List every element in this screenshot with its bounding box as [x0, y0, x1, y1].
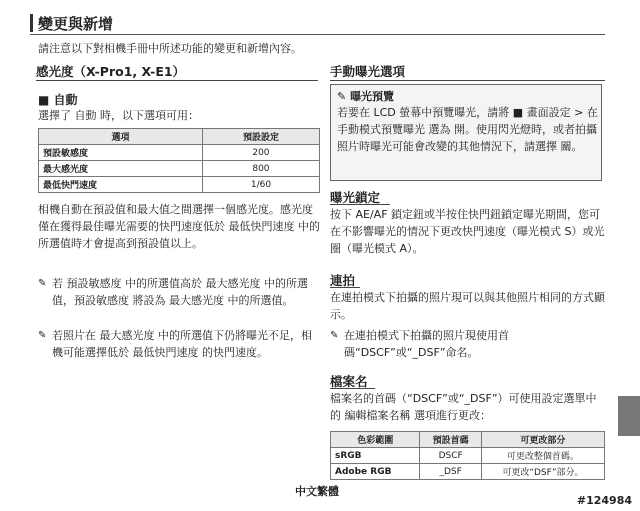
iso-paragraph: 相機自動在預設值和最大值之間選擇一個感光度。感光度僅在獲得最佳曝光需要的快門速度低於 最低快門速度 中的所選值時才會提高到預設值以上。: [38, 203, 320, 250]
table-header: 預設設定: [202, 129, 319, 145]
note-item: [38, 275, 320, 309]
pencil-icon: ✎: [337, 90, 347, 103]
title-marker: [30, 14, 33, 32]
table-cell: _DSF: [420, 464, 481, 480]
table-cell: 800: [202, 161, 319, 177]
note-item: [330, 327, 606, 361]
table-cell: 最大感光度: [39, 161, 203, 177]
ae-lock-body: 按下 AE/AF 鎖定鈕或半按住快門鈕鎖定曝光期間，您可在不影響曝光的情況下更改快門速度（曝光模式 S）或光圈（曝光模式 A）。: [330, 208, 605, 255]
page-title: 變更與新增: [38, 15, 114, 33]
burst-body: 在連拍模式下拍攝的照片現可以與其他照片相同的方式顯示。: [330, 291, 605, 321]
filename-table: [330, 431, 605, 480]
table-header: 選項: [39, 129, 203, 145]
table-cell: 1/60: [202, 177, 319, 193]
manual-exposure-heading: 手動曝光選項: [330, 62, 605, 81]
filename-body: 檔案名的首碼（“DSCF”或“_DSF”）可使用設定選單中的 編輯檔案名稱 選項進行更改：: [330, 392, 597, 422]
filename-heading: 檔案名: [330, 372, 375, 389]
document-code: #124984: [576, 494, 632, 507]
box-title-text: 曝光預覽: [350, 90, 395, 103]
ae-lock-heading: 曝光鎖定: [330, 188, 390, 205]
note-text: 在連拍模式下拍攝的照片現使用首碼“DSCF”或“_DSF”命名。: [344, 329, 509, 359]
iso-heading: 感光度（X-Pro1, X-E1）: [36, 62, 318, 81]
auto-title: ■ 自動: [38, 93, 78, 107]
page-title-bar: [30, 12, 605, 35]
note-icon: ✎: [330, 330, 339, 341]
page-edge-tab: [618, 396, 640, 436]
auto-desc: 選擇了 自動 時，以下選項可用：: [38, 109, 199, 122]
table-cell: 可更改“DSF”部分。: [481, 464, 604, 480]
note-item: [38, 327, 320, 361]
note-icon: ✎: [38, 330, 47, 341]
table-header: 色彩範圍: [331, 432, 420, 448]
note-text: 若照片在 最大感光度 中的所選值下仍將曝光不足，相機可能選擇低於 最低快門速度 的快門速度。: [52, 329, 312, 359]
table-header: 可更改部分: [481, 432, 604, 448]
footer-language: 中文繁體: [295, 485, 339, 498]
table-cell: Adobe RGB: [331, 464, 420, 480]
table-cell: 預設敏感度: [39, 145, 203, 161]
table-cell: 最低快門速度: [39, 177, 203, 193]
burst-heading: 連拍: [330, 271, 360, 288]
intro-text: 請注意以下對相機手冊中所述功能的變更和新增內容。: [38, 42, 302, 55]
exposure-preview-title: [337, 88, 394, 104]
note-text: 若 預設敏感度 中的所選值高於 最大感光度 中的所選值，預設敏感度 將設為 最大感光度 中的所選值。: [52, 277, 308, 307]
table-cell: 200: [202, 145, 319, 161]
exposure-preview-box: [330, 84, 602, 181]
table-header: 預設首碼: [420, 432, 481, 448]
exposure-preview-body: 若要在 LCD 螢幕中預覽曝光，請將 ■ 畫面設定 > 在手動模式預覽曝光 選為 開。使用閃光燈時，或者拍攝照片時曝光可能會改變的其他情況下，請選擇 關。: [337, 106, 598, 153]
table-cell: 可更改整個首碼。: [481, 448, 604, 464]
table-cell: DSCF: [420, 448, 481, 464]
table-cell: sRGB: [331, 448, 420, 464]
iso-table: [38, 128, 320, 193]
note-icon: ✎: [38, 278, 47, 289]
